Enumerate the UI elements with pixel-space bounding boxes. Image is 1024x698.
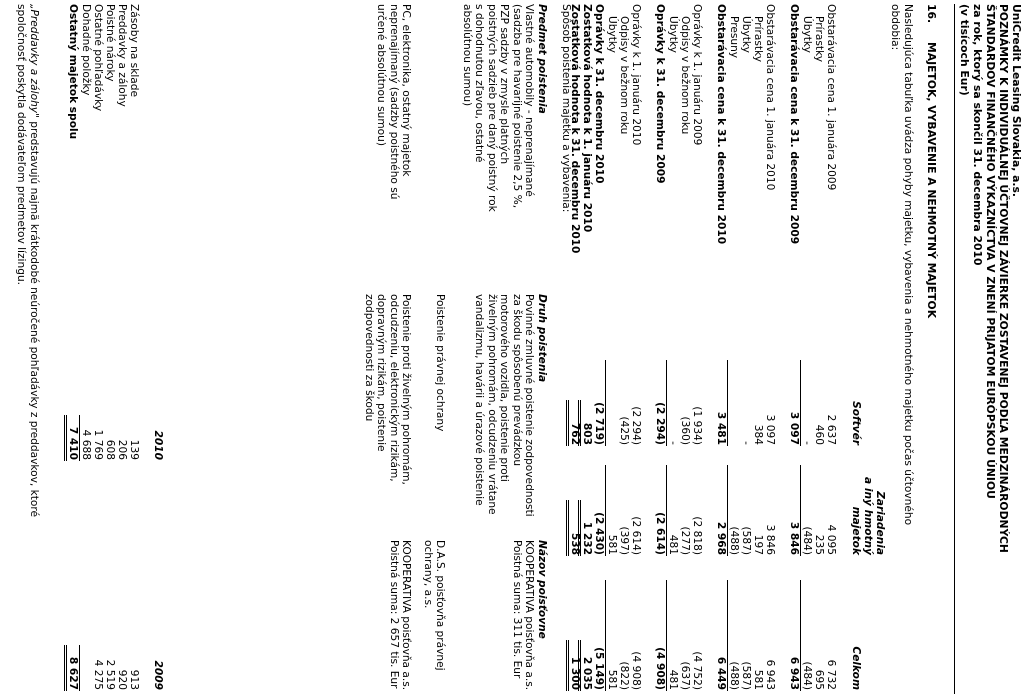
insurance-subject-line: poistných sadzieb pre daný poistný rok [485,4,498,212]
asset-row-equipment: (484) [801,526,813,555]
asset-row-software: 2 637 [825,414,837,445]
asset-row-equipment: 3 846 [764,524,776,555]
insurance-type-line: živelným pohromám, odcudzeniu vrátane [485,294,498,515]
col-header-equipment-3: majetok [850,506,862,555]
total-double-rule [566,500,569,556]
insurer-legal-line: D.A.S. poisťovňa právnej [434,540,446,671]
col-header-insurer: Názov poisťovne [536,540,548,639]
asset-row-equipment: 197 [752,534,764,555]
asset-row-total: (822) [618,661,630,690]
asset-row-total: 481 [667,669,679,690]
subtotal-rule [666,580,667,691]
asset-row-equipment: 4 095 [825,524,837,555]
asset-row-label: Úbytky [740,16,752,53]
asset-row-equipment: 235 [813,534,825,555]
asset-row-equipment: (2 614) [630,516,642,555]
section-intro-line-2: obdobia: [889,4,901,51]
asset-row-total: (4 908) [630,651,642,690]
insurance-type-line: motorového vozidla, poistenie proti [498,294,511,482]
asset-row-total: 6 943 [788,656,800,690]
asset-row-equipment: (2 818) [691,516,703,555]
subtotal-rule [666,360,667,446]
asset-row-software: 803 [581,422,593,445]
asset-row-software: 460 [813,424,825,445]
insurance-subject-line: neprenajímaný (sadzby poistného sú [387,4,400,200]
asset-row-label: Prírastky [752,16,764,63]
asset-row-equipment: 2 968 [715,521,727,555]
other-asset-2010: 1 769 [92,429,104,460]
insurance-type-line: Povinné zmluvné poistenie zodpovednosti [523,294,535,517]
other-asset-2009: 8 627 [67,656,79,690]
section-intro-line-1: Nasledujúca tabuľka uvádza pohyby majetku, vybavenia a nehmotného majetku počas účtovného [902,4,914,526]
insurance-subject-line: s dohodnutou zľavou, ostatné [473,4,486,163]
asset-row-total: 581 [752,669,764,690]
asset-row-total: (484) [801,661,813,690]
asset-row-total: (587) [740,661,752,690]
col-header-total: Celkom [850,646,862,690]
other-asset-label: Preddavky a zálohy [116,4,128,107]
header-line-4: (v tisícoch Eur) [958,4,971,96]
asset-row-label: Odpisy v bežnom roku [618,16,630,135]
asset-row-label: Zostatková hodnota k 1. januáru 2010 [581,4,593,233]
asset-row-equipment: 581 [606,534,618,555]
company-name: UniCredit Leasing Slovakia, a.s. [1010,4,1023,198]
other-asset-2009: 913 [128,669,140,690]
insurance-subject-line: absolútnou sumou) [461,4,473,107]
other-asset-label: Ostatné pohľadávky [92,4,104,112]
subtotal-rule [605,465,606,556]
other-asset-label: Ostatný majetok spolu [67,4,79,140]
header-divider [954,4,955,694]
insurer-line: Poistná suma: 311 tis. Eur [510,540,523,679]
asset-row-label: Obstarávacia cena k 31. decembru 2010 [715,4,727,245]
asset-row-software: (2 294) [630,406,642,445]
section-title: MAJETOK, VYBAVENIE A NEHMOTNÝ MAJETOK [925,42,938,319]
asset-row-total: (5 149) [593,647,605,690]
asset-row-software: 3 097 [764,414,776,445]
col-header-subject: Predmet poistenia [536,4,548,114]
asset-row-software: 384 [752,424,764,445]
asset-row-software: 762 [569,422,581,445]
asset-row-software: (360) [679,416,691,445]
asset-row-label: Úbytky [667,16,679,53]
other-asset-2010: 608 [104,439,116,460]
insurance-type-line: vandalizmu, havárii a úrazové poistenie [473,294,486,506]
other-asset-2010: 139 [128,439,140,460]
asset-row-total: (4 752) [691,651,703,690]
subtotal-rule [800,360,801,446]
subtotal-rule [800,465,801,556]
total-double-rule [64,415,67,461]
asset-row-total: 6 449 [715,656,727,690]
insurer-legal-line: ochrany, a.s. [421,540,434,609]
asset-row-equipment: 538 [569,532,581,555]
asset-row-equipment: (2 430) [593,512,605,555]
asset-row-equipment: 481 [667,534,679,555]
col-header-equipment-2: a iný hmotný [862,477,874,555]
asset-row-equipment: (488) [728,526,740,555]
asset-row-label: Oprávky k 1. januáru 2010 [630,4,642,146]
col-header-equipment-1: Zariadenia [874,491,886,555]
asset-row-equipment: 3 846 [788,521,800,555]
asset-row-total: 1 300 [569,656,581,690]
other-asset-label: Dohadné položky [80,4,92,96]
asset-row-total: 581 [606,669,618,690]
asset-row-total: (637) [679,661,691,690]
asset-row-total: 695 [813,669,825,690]
other-asset-2009: 920 [116,669,128,690]
asset-row-label: Obstarávacia cena k 31. decembru 2009 [788,4,800,245]
total-double-rule [64,645,67,691]
asset-row-label: Prírastky [813,16,825,63]
asset-row-software: (2 719) [593,402,605,445]
asset-row-software: (425) [618,416,630,445]
asset-row-label: Obstarávacia cena 1. januára 2009 [825,4,837,191]
asset-row-software: - [740,441,752,445]
insurer-line: KOOPERATIVA poisťovňa a.s. [400,540,412,691]
header-line-2: ŠTANDARDOV FINANČNÉHO VÝKAZNÍCTVA V ZNENÍ PRIJATOM EURÓPSKOU ÚNIOU [984,4,997,499]
asset-row-software: 3 481 [715,411,727,445]
other-asset-2009: 2 519 [104,659,116,690]
asset-row-total: (488) [728,661,740,690]
asset-row-total: 6 943 [764,659,776,690]
asset-row-label: Oprávky k 31. decembru 2009 [654,4,666,184]
asset-row-equipment: (2 614) [654,512,666,555]
subtotal-rule [605,580,606,691]
insurer-line: KOOPERATIVA poisťovňa a.s. [523,540,535,691]
header-line-3: za rok, ktorý sa skončil 31. decembra 2010 [971,4,984,266]
section-number: 16. [925,4,938,24]
asset-row-total: 6 732 [825,659,837,690]
other-asset-label: Poistné nároky [104,4,116,82]
asset-row-software: (1 934) [691,406,703,445]
insurance-subject-line: určené absolútnou sumou) [375,4,388,146]
insurance-subject-line: Vlastné automobily - neprenajímané [523,4,535,197]
total-double-rule [566,640,569,691]
insurance-type-legal: Poistenie právnej ochrany [434,294,446,432]
other-asset-2009: 4 275 [92,659,104,690]
subtotal-rule [605,360,606,446]
insurance-type-line: Poistenie proti živelným pohromám, [400,294,412,485]
other-asset-2010: 4 688 [80,429,92,460]
note-line-1 [27,4,40,517]
asset-row-label: Odpisy v bežnom roku [679,16,691,135]
col-header-software: Softvér [850,401,862,445]
subtotal-rule [727,465,728,556]
other-asset-2010: 206 [116,439,128,460]
asset-row-equipment: (277) [679,526,691,555]
subtotal-rule [727,360,728,446]
asset-row-label: Úbytky [801,16,813,53]
insurance-type-line: zodpovednosti za škodu [362,294,375,422]
header-line-1: POZNÁMKY K INDIVIDUÁLNEJ ÚČTOVNEJ ZÁVIERKE ZOSTAVENEJ PODĽA MEDZINÁRODNÝCH [997,4,1010,553]
asset-row-equipment: (397) [618,526,630,555]
insurance-intro: Spôsob poistenia majetku a vybavenia: [560,4,572,213]
asset-row-label: Presuny [728,16,740,59]
other-asset-2010: 7 410 [67,426,79,460]
subtotal-rule [800,580,801,691]
asset-row-software: (2 294) [654,402,666,445]
insurer-line: Poistná suma: 2 657 tis. Eur [387,540,400,689]
asset-row-software: - [667,441,679,445]
insurance-subject-line: PZP sadzby v zmysle platných [498,4,511,165]
subtotal-rule [666,465,667,556]
col-header-insurance-type: Druh poistenia [536,294,548,383]
asset-row-equipment: (587) [740,526,752,555]
insurance-subject-line: (sadzba pre havarijné poistenie 2,5 %, [510,4,523,209]
asset-row-equipment: 1 232 [581,521,593,555]
other-asset-label: Zásoby na sklade [128,4,140,98]
subtotal-rule [79,645,80,691]
asset-row-total: 2 035 [581,656,593,690]
total-double-rule [566,400,569,446]
insurance-type-line: dopravným rizikám, poistenie [375,294,388,452]
insurance-type-line: odcudzeniu, elektronickým rizikám, [387,294,400,482]
asset-row-software: 3 097 [788,411,800,445]
note-line-1-text: predstavujú najmä krátkodobé neúročené pohľadávky z preddavkov, ktoré [28,117,40,517]
asset-row-software: - [801,441,813,445]
asset-row-total: (4 908) [654,647,666,690]
col-header-2009: 2009 [152,660,164,690]
asset-row-label: Úbytky [606,16,618,53]
asset-row-label: Obstarávacia cena 1. januára 2010 [764,4,776,191]
asset-row-label: Oprávky k 1. januáru 2009 [691,4,703,146]
asset-row-label: Zostatková hodnota k 31. decembru 2010 [569,4,581,254]
asset-row-label: Oprávky k 31. decembru 2010 [593,4,605,184]
subtotal-rule [79,415,80,461]
insurance-subject-line: PC, elektronika, ostatný majetok [400,4,412,177]
insurance-type-line: za škodu spôsobenú prevádzkou [510,294,523,467]
note-italic-term: „Preddavky a zálohy" [28,4,40,118]
subtotal-rule [727,580,728,691]
note-line-2: spoločnosť poskytla dodávateľom predmetov lízingu. [15,4,27,286]
col-header-2010: 2010 [152,430,164,460]
